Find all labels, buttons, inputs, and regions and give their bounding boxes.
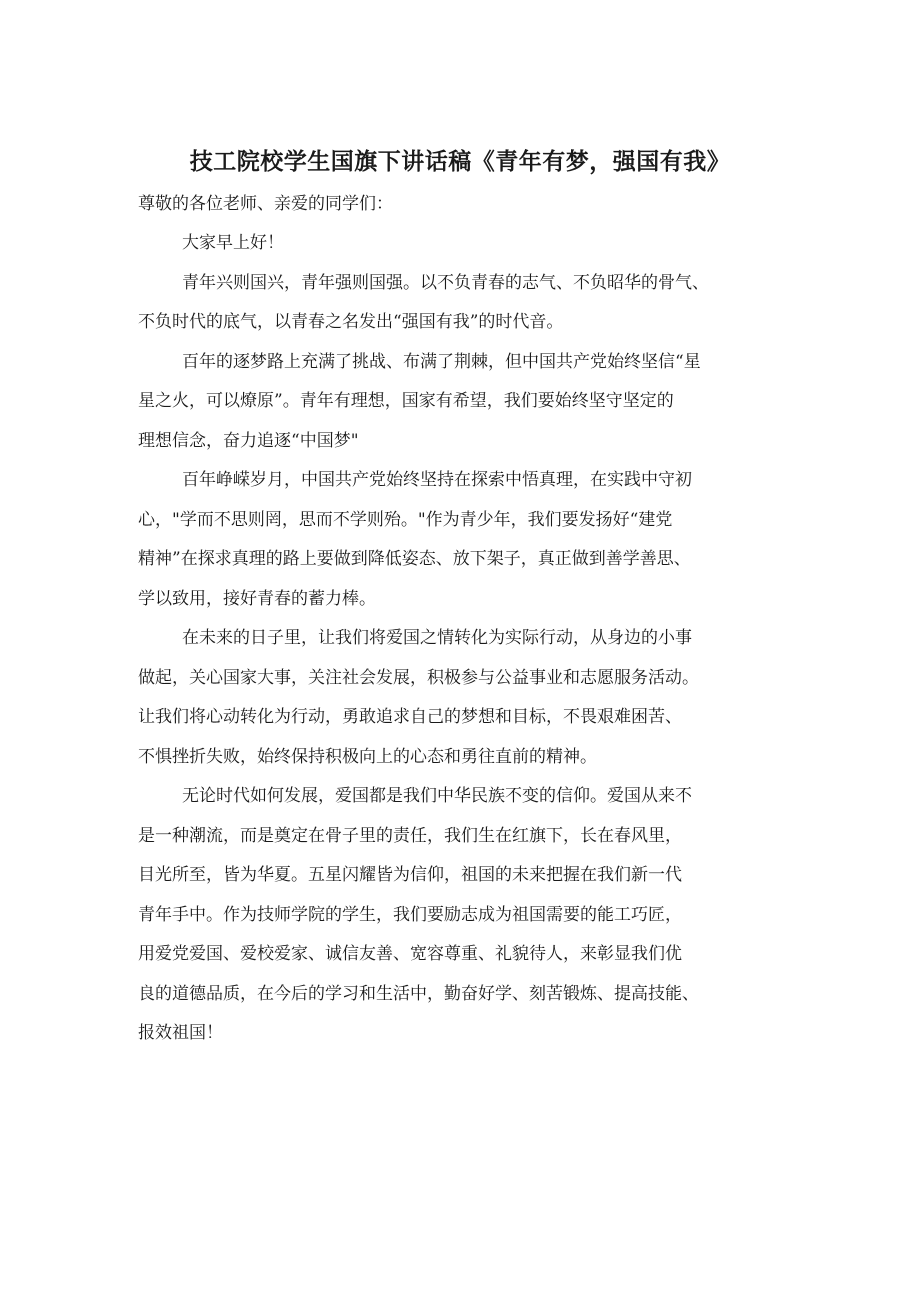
body-line: 大家早上好！	[182, 233, 284, 253]
body-line: 报效祖国！	[138, 1023, 223, 1043]
body-line-salutation: 尊敬的各位老师、亲爱的同学们：	[138, 194, 393, 214]
body-line: 精神”在探求真理的路上要做到降低姿态、放下架子，真正做到善学善思、	[138, 549, 691, 569]
body-line: 理想信念，奋力追逐“中国梦"	[138, 430, 359, 451]
body-line: 无论时代如何发展，爱国都是我们中华民族不变的信仰。爱国从来不	[182, 786, 692, 806]
body-line: 学以致用，接好青春的蓄力棒。	[138, 588, 376, 609]
body-line: 让我们将心动转化为行动，勇敢追求自己的梦想和目标，不畏艰难困苦、	[138, 707, 682, 727]
body-line: 心，"学而不思则罔，思而不学则殆。"作为青少年，我们要发扬好“建党	[138, 509, 673, 530]
body-line: 青年手中。作为技师学院的学生，我们要励志成为祖国需要的能工巧匠，	[138, 904, 682, 925]
body-line: 不惧挫折失败，始终保持积极向上的心态和勇往直前的精神。	[138, 746, 597, 767]
document-title: 技工院校学生国旗下讲话稿《青年有梦，强国有我》	[189, 149, 731, 175]
body-line: 是一种潮流，而是奠定在骨子里的责任，我们生在红旗下，长在春风里，	[138, 825, 682, 846]
body-line: 百年峥嵘岁月，中国共产党始终坚持在探索中悟真理，在实践中守初	[182, 470, 692, 490]
body-line: 良的道德品质，在今后的学习和生活中，勤奋好学、刻苦锻炼、提高技能、	[138, 983, 699, 1004]
body-line: 用爱党爱国、爱校爱家、诚信友善、宽容尊重、礼貌待人，来彰显我们优	[138, 944, 682, 964]
body-line: 百年的逐梦路上充满了挑战、布满了荆棘，但中国共产党始终坚信“星	[182, 351, 701, 372]
body-line: 在未来的日子里，让我们将爱国之情转化为实际行动，从身边的小事	[182, 628, 692, 648]
body-line: 不负时代的底气，以青春之名发出“强国有我”的时代音。	[138, 312, 564, 332]
body-line: 做起，关心国家大事，关注社会发展，积极参与公益事业和志愿服务活动。	[138, 667, 699, 688]
body-line: 目光所至，皆为华夏。五星闪耀皆为信仰，祖国的未来把握在我们新一代	[138, 865, 682, 885]
document-body	[138, 184, 790, 1054]
body-line: 星之火，可以燎原”。青年有理想，国家有希望，我们要始终坚守坚定的	[138, 391, 674, 411]
body-line: 青年兴则国兴，青年强则国强。以不负青春的志气、不负昭华的骨气、	[182, 272, 709, 293]
